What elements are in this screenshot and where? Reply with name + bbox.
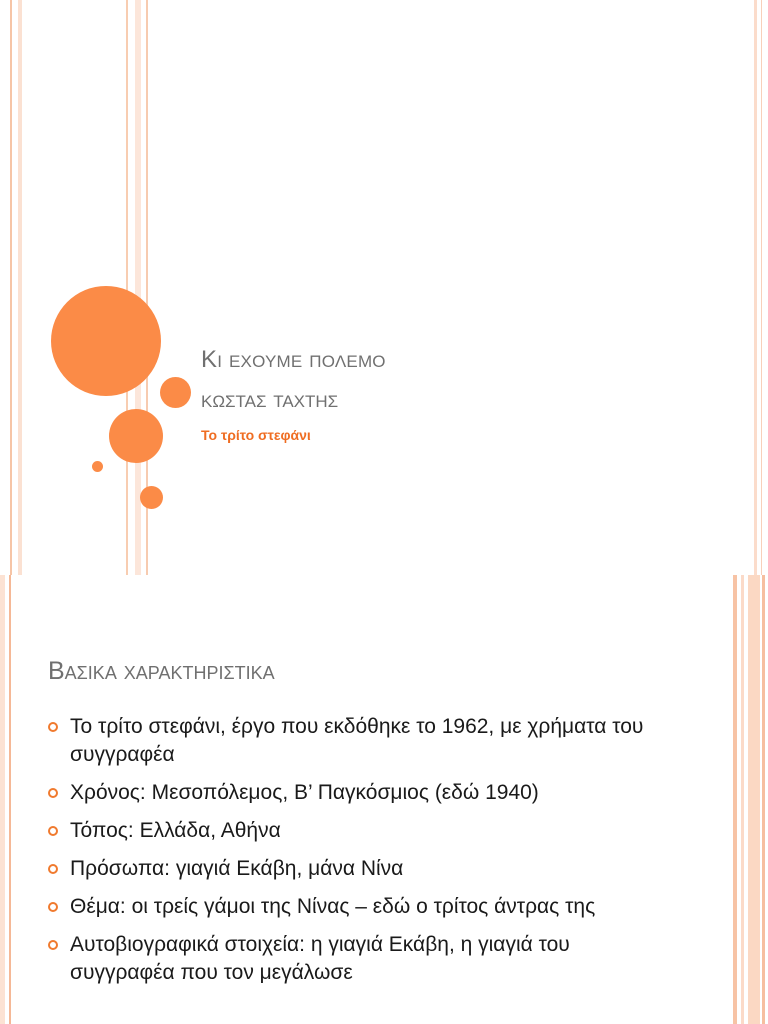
bullet-text: Αυτοβιογραφικά στοιχεία: η γιαγιά Εκάβη, η γιαγιά του συγγραφέα που τον μεγάλωσε bbox=[70, 933, 570, 984]
bullet-text: Χρόνος: Μεσοπόλεμος, Β’ Παγκόσμιος (εδώ 1940) bbox=[70, 781, 539, 804]
slide-title: Κι εχουμε πολεμο bbox=[201, 346, 386, 373]
decorative-circle-small bbox=[92, 461, 103, 472]
decorative-circle bbox=[140, 486, 163, 509]
circle-bullet-icon bbox=[48, 722, 58, 732]
circle-bullet-icon bbox=[48, 940, 58, 950]
bullet-item bbox=[48, 931, 648, 987]
content-slide bbox=[0, 575, 768, 1024]
bullet-text: Τόπος: Ελλάδα, Αθήνα bbox=[70, 819, 281, 842]
decorative-circle bbox=[109, 409, 163, 463]
decorative-stripe bbox=[126, 0, 128, 575]
bullet-item bbox=[48, 855, 648, 883]
bullet-item bbox=[48, 893, 648, 921]
circle-bullet-icon bbox=[48, 788, 58, 798]
circle-bullet-icon bbox=[48, 864, 58, 874]
decorative-stripe bbox=[741, 575, 744, 1024]
bullet-item bbox=[48, 817, 648, 845]
bullet-text: Το τρίτο στεφάνι, έργο που εκδόθηκε το 1962, με χρήματα του συγγραφέα bbox=[70, 715, 644, 766]
decorative-stripe bbox=[733, 575, 737, 1024]
decorative-circle-large bbox=[51, 286, 161, 396]
circle-bullet-icon bbox=[48, 902, 58, 912]
bullet-item bbox=[48, 779, 648, 807]
decorative-stripe bbox=[18, 0, 22, 575]
decorative-stripe bbox=[748, 575, 760, 1024]
circle-bullet-icon bbox=[48, 826, 58, 836]
decorative-stripe bbox=[135, 0, 141, 575]
slide-author: κωστασ ταχτησ bbox=[201, 386, 339, 413]
decorative-stripe bbox=[9, 575, 11, 1024]
bullet-item bbox=[48, 713, 648, 769]
decorative-stripe bbox=[754, 0, 757, 575]
decorative-stripe bbox=[10, 0, 12, 575]
slide-heading: Βασικα χαρακτηριστικα bbox=[48, 657, 275, 685]
decorative-circle bbox=[160, 377, 191, 408]
bullet-list bbox=[48, 713, 648, 997]
decorative-stripe bbox=[762, 575, 765, 1024]
decorative-stripe bbox=[761, 0, 762, 575]
bullet-text: Πρόσωπα: γιαγιά Εκάβη, μάνα Νίνα bbox=[70, 857, 404, 880]
slide-tagline: Το τρίτο στεφάνι bbox=[201, 427, 311, 443]
decorative-stripe bbox=[0, 575, 5, 1024]
bullet-text: Θέμα: οι τρείς γάμοι της Νίνας – εδώ ο τρίτος άντρας της bbox=[70, 895, 596, 918]
